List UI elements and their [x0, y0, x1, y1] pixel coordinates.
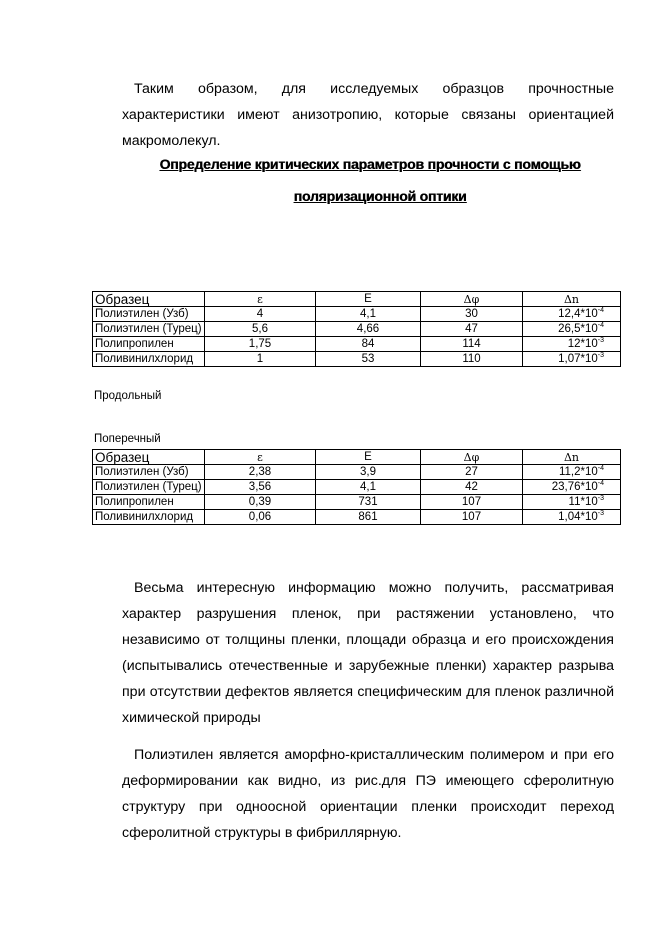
- header-delta-n: Δn: [523, 450, 621, 465]
- cell-delta-n: [523, 352, 621, 367]
- transverse-caption: Поперечный: [94, 433, 161, 445]
- table-header-row: [93, 450, 621, 465]
- cell-sample: Полиэтилен (Турец): [93, 322, 205, 337]
- cell-delta-n: [523, 465, 621, 480]
- cell-epsilon: 1: [205, 352, 316, 367]
- cell-delta-phi: 27: [421, 465, 523, 480]
- section-heading-line1: Определение критических параметров прочности с помощью: [159, 156, 581, 172]
- header-e: E: [316, 292, 421, 307]
- table-row: [93, 465, 621, 480]
- cell-e: 4,66: [316, 322, 421, 337]
- table-row: [93, 322, 621, 337]
- paragraph-fracture: Весьма интересную информацию можно получить, рассматривая характер разрушения пленок, при растяжении установлено, что независимо от толщины пленки, площади образца и его происхождения (испытывались отечественные и зарубежные пленки) характер разрыва при отсутствии дефектов является специфическим для пленок различной химической природы: [122, 580, 614, 726]
- delta-n-exponent: -3: [597, 510, 604, 517]
- cell-e: 861: [316, 510, 421, 525]
- delta-n-exponent: -3: [597, 337, 604, 344]
- cell-sample: Полиэтилен (Узб): [93, 465, 205, 480]
- header-delta-phi: Δφ: [421, 450, 523, 465]
- cell-delta-phi: 42: [421, 480, 523, 495]
- cell-e: 3,9: [316, 465, 421, 480]
- cell-delta-phi: 47: [421, 322, 523, 337]
- cell-delta-n: [523, 322, 621, 337]
- cell-epsilon: 5,6: [205, 322, 316, 337]
- header-epsilon: ε: [205, 292, 316, 307]
- delta-n-base: 1,07*10: [558, 353, 598, 365]
- table-row: [93, 510, 621, 525]
- header-e: E: [316, 450, 421, 465]
- delta-n-base: 12,4*10: [558, 308, 598, 320]
- delta-n-base: 11*10: [568, 496, 598, 508]
- table-row: [93, 480, 621, 495]
- cell-delta-n: [523, 337, 621, 352]
- cell-e: 53: [316, 352, 421, 367]
- cell-delta-phi: 107: [421, 510, 523, 525]
- delta-n-base: 23,76*10: [551, 481, 598, 493]
- delta-n-exponent: -4: [597, 480, 604, 487]
- cell-e: 4,1: [316, 480, 421, 495]
- cell-delta-phi: 30: [421, 307, 523, 322]
- longitudinal-table: [92, 291, 621, 367]
- cell-delta-n: [523, 307, 621, 322]
- cell-epsilon: 4: [205, 307, 316, 322]
- cell-delta-phi: 114: [421, 337, 523, 352]
- cell-epsilon: 0,06: [205, 510, 316, 525]
- header-delta-phi: Δφ: [421, 292, 523, 307]
- cell-sample: Поливинилхлорид: [93, 352, 205, 367]
- delta-n-base: 12*10: [567, 338, 598, 350]
- header-sample: Образец: [93, 292, 205, 307]
- cell-epsilon: 2,38: [205, 465, 316, 480]
- table-row: [93, 337, 621, 352]
- longitudinal-caption: Продольный: [94, 390, 162, 402]
- cell-e: 731: [316, 495, 421, 510]
- delta-n-exponent: -4: [597, 307, 604, 314]
- delta-n-exponent: -4: [597, 322, 604, 329]
- cell-e: 4,1: [316, 307, 421, 322]
- cell-sample: Полиэтилен (Турец): [93, 480, 205, 495]
- cell-epsilon: 1,75: [205, 337, 316, 352]
- cell-epsilon: 0,39: [205, 495, 316, 510]
- cell-delta-phi: 107: [421, 495, 523, 510]
- cell-sample: Полипропилен: [93, 337, 205, 352]
- cell-e: 84: [316, 337, 421, 352]
- header-sample: Образец: [93, 450, 205, 465]
- table-row: [93, 307, 621, 322]
- cell-delta-n: [523, 495, 621, 510]
- delta-n-exponent: -4: [597, 465, 604, 472]
- cell-epsilon: 3,56: [205, 480, 316, 495]
- delta-n-exponent: -3: [597, 352, 604, 359]
- cell-sample: Полипропилен: [93, 495, 205, 510]
- delta-n-base: 26,5*10: [558, 323, 598, 335]
- transverse-table: [92, 449, 621, 525]
- cell-delta-n: [523, 480, 621, 495]
- delta-n-base: 1,04*10: [558, 511, 598, 523]
- delta-n-exponent: -3: [597, 495, 604, 502]
- table-header-row: [93, 292, 621, 307]
- intro-paragraph: Таким образом, для исследуемых образцов прочностные характеристики имеют анизотропию, которые связаны ориентацией макромолекул.: [122, 81, 614, 149]
- table-row: [93, 352, 621, 367]
- cell-delta-phi: 110: [421, 352, 523, 367]
- cell-sample: Полиэтилен (Узб): [93, 307, 205, 322]
- header-delta-n: Δn: [523, 292, 621, 307]
- cell-delta-n: [523, 510, 621, 525]
- cell-sample: Поливинилхлорид: [93, 510, 205, 525]
- table-row: [93, 495, 621, 510]
- section-heading-line2: поляризационной оптики: [293, 188, 467, 204]
- paragraph-polyethylene: Полиэтилен является аморфно-кристаллическим полимером и при его деформировании как видно, из рис.для ПЭ имеющего сферолитную структуру при одноосной ориентации пленки происходит переход сферолитной структуры в фибриллярную.: [122, 747, 614, 841]
- header-epsilon: ε: [205, 450, 316, 465]
- delta-n-base: 11,2*10: [558, 466, 598, 478]
